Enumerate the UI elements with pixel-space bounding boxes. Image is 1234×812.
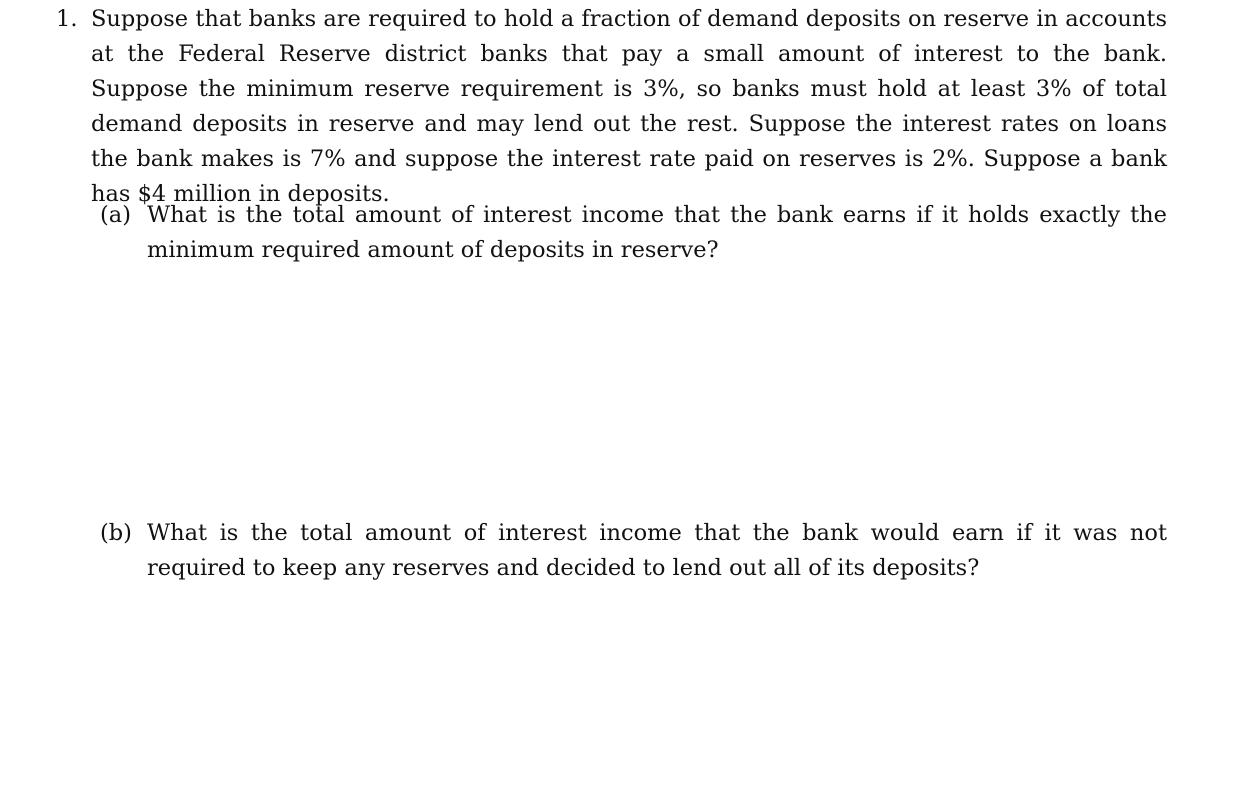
- part-a-question: What is the total amount of interest income that the bank earns if it holds exactly the minimum required amount of deposits in reserve?: [147, 202, 1167, 263]
- part-b-label: (b): [100, 520, 132, 546]
- part-b-question: What is the total amount of interest income that the bank would earn if it was not required to keep any reserves and decided to lend out all of its deposits?: [147, 520, 1167, 581]
- problem-number: 1.: [56, 6, 78, 32]
- problem-statement: Suppose that banks are required to hold a fraction of demand deposits on reserve in accounts at the Federal Reserve district banks that pay a small amount of interest to the bank. Suppose the minimum reserve requirement is 3%, so banks must hold at least 3% of total demand deposits in reserve and may lend out the rest. Suppose the interest rates on loans the bank makes is 7% and suppose the interest rate paid on reserves is 2%. Suppose a bank has $4 million in deposits.: [91, 6, 1167, 207]
- part-a-label: (a): [100, 202, 131, 228]
